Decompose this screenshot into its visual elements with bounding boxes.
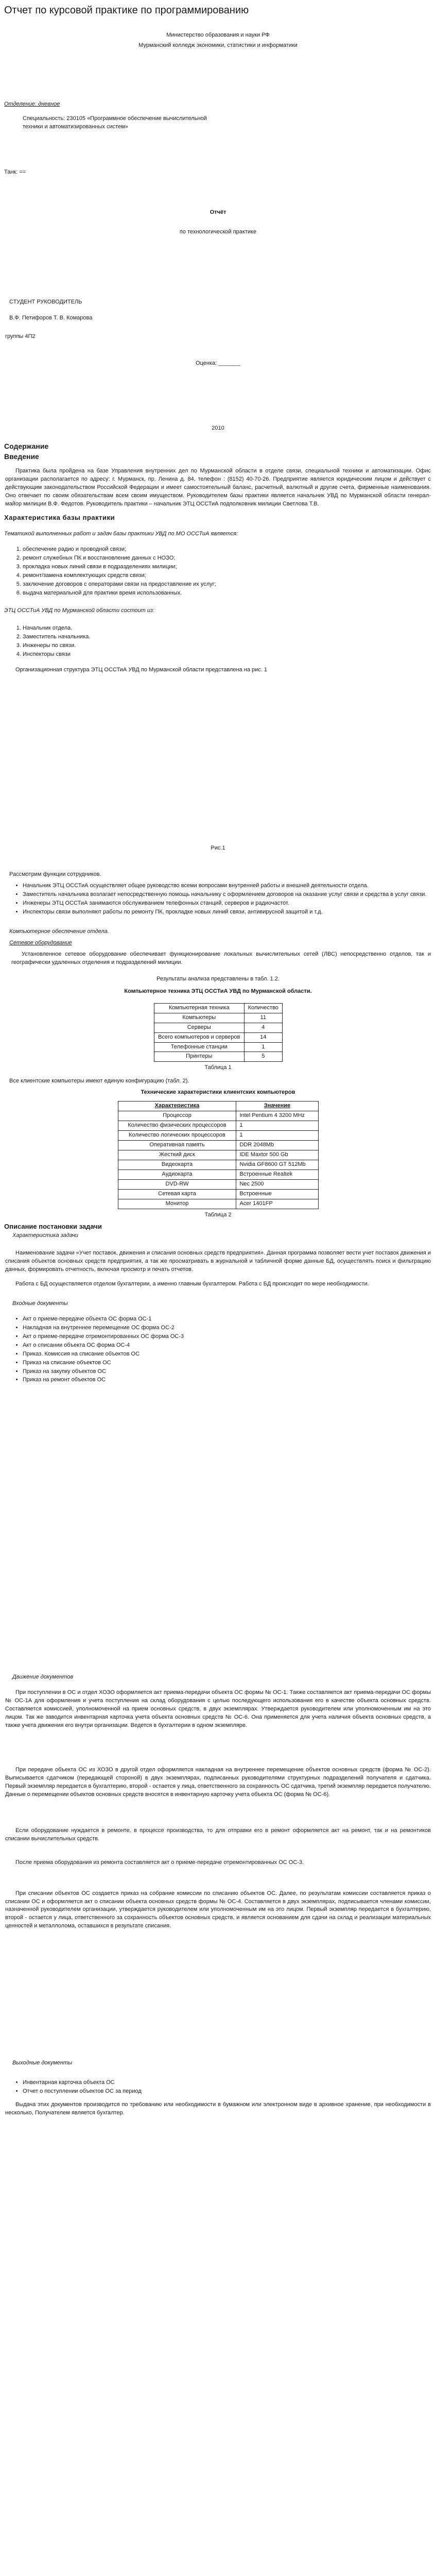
inputs-list [0, 1315, 436, 1385]
table-cell: Intel Pentium 4 3200 MHz [236, 1111, 318, 1121]
list-item: • Приказ на списание объектов ОС [23, 1359, 436, 1367]
org-structure-line: Организационная структура ЭТЦ ОССТиА УВД по Мурманской области представлена на рис. 1 [15, 666, 267, 673]
staff-list [0, 624, 436, 659]
outputs-list [0, 2079, 436, 2096]
inputs-heading: Входные документы [12, 1300, 68, 1307]
table-row [154, 1042, 282, 1052]
list-item: • Акт о приеме-передаче объекта ОС форма ОС-1 [23, 1315, 436, 1324]
student-head: СТУДЕНТ РУКОВОДИТЕЛЬ [9, 298, 82, 305]
list-item: 2. ремонт служебных ПК и восстановление данных с НОЗО; [23, 554, 436, 563]
table2-caption: Технические характеристики клиентских компьютеров [141, 1089, 295, 1096]
table-cell: Компьютеры [154, 1013, 245, 1023]
task-subheading: Характеристика задачи [12, 1232, 79, 1239]
equipment-table [154, 1003, 283, 1062]
table-cell: 1 [236, 1131, 318, 1141]
table-row [118, 1111, 318, 1121]
task-section [0, 1222, 436, 2117]
table2-label: Таблица 2 [204, 1211, 232, 1218]
table-cell: Процессор [118, 1111, 236, 1121]
table-cell: Количество [245, 1003, 282, 1013]
table1-caption: Компьютерное техника ЭТЦ ОССТиА УВД по Мурманской области. [124, 988, 312, 994]
specialty-line-1: Специальность: 230105 «Программное обеспечение вычислительной [23, 115, 207, 122]
table-cell: Принтеры [154, 1052, 245, 1062]
list-item: • Заместитель начальника возлагает непосредственную помощь начальнику с оформлением договоров на оказание услуг связи и средства в услуг связи. [23, 891, 436, 899]
docs-paragraph-2: При передаче объекта ОС из ХОЗО в другой отдел оформляется накладная на внутреннее перемещение объектов основных средств (форма № ОС-2). Выписывается сдатчиком (передающей стороной) в двух экземплярах, подписанных руководителями структурных подразделений получателя и сдатчика. Первый экземпляр передается в бухгалтерию, второй - остается у лица, ответственного за сохранность ОС сдатчика, третий экземпляр передается получателю. Данные о перемещении объектов основных средств вносятся в инвентарную карточку учета объекта ОС (форма № ОС-6). [5, 1767, 431, 1798]
group: группы 4П2 [5, 333, 36, 340]
table-cell: Количество физических процессоров [118, 1121, 236, 1131]
table-header-row [118, 1101, 318, 1111]
list-item: 2. Заместитель начальника. [23, 633, 436, 641]
practice-title: по технологической практике [179, 228, 257, 235]
table-cell: 1 [236, 1121, 318, 1131]
table-cell: Nec 2500 [236, 1179, 318, 1189]
functions-heading: Рассмотрим функции сотрудников. [9, 871, 101, 878]
list-item: • Акт о списании объекта ОС форма ОС-4 [23, 1342, 436, 1350]
docs-paragraph-4: После приема оборудования из ремонта составляется акт о приеме-передаче отремонтированных ОС ОС-3. [15, 1859, 304, 1866]
department-label: Отделение: дневное [4, 100, 60, 107]
tasks-list [0, 546, 436, 598]
tasks-intro: Тематикой выполненных работ и задач базы практики УВД по МО ОССТиА является: [4, 531, 238, 537]
table-row [154, 1003, 282, 1013]
network-paragraph: Установленное сетевое оборудование обеспечивает функционирование локальных вычислительных сетей (ЛВС) непосредственно отделов, так и географически удаленных отделения и подразделений милиции. [11, 951, 431, 965]
list-item: • Начальник ЭТЦ ОССТиА осуществляет общее руководство всеми вопросами внутренней работы и внешней деятельности отдела. [23, 882, 436, 890]
table-cell: IDE Maxtor 500 Gb [236, 1150, 318, 1160]
list-item: • Накладная на внутреннее перемещение ОС форма ОС-2 [23, 1324, 436, 1332]
table-row [118, 1140, 318, 1150]
spacer [0, 1843, 436, 1859]
table-cell: Монитор [118, 1199, 236, 1209]
table-cell: DDR 2048Mb [236, 1140, 318, 1150]
table-row [118, 1189, 318, 1199]
names: В.Ф. Петифоров Т. В. Комарова [9, 315, 93, 321]
list-item: • Приказ на закупку объектов ОС [23, 1368, 436, 1376]
table-cell: Видеокарта [118, 1160, 236, 1170]
cover [0, 31, 436, 433]
table-cell: Встроенные [236, 1189, 318, 1199]
table-cell: Acer 1401FP [236, 1199, 318, 1209]
table-cell: Аудиокарта [118, 1170, 236, 1179]
table-header-cell: Характеристика [118, 1101, 236, 1111]
spacer [0, 1730, 436, 1766]
list-item: • Акт о приеме-передаче отремонтированных ОС форма ОС-3 [23, 1333, 436, 1341]
docs-paragraph-5: При списании объектов ОС создается приказ на собрание комиссии по списанию объектов ОС. Далее, по результатам комиссии составляется приказ о списании ОС и оформляется акт о списании объекта основных средств формы № ОС-4. Составляется в двух экземплярах, подписывается членами комиссии, назначенной руководителем организации, утверждается руководителем или уполномоченным им на это лицом. Первый экземпляр передается в бухгалтерию, второй - остается у лица, ответственного за сохранность объектов основных средств, и является основанием для сдачи на склад и реализации материальных ценностей и металлолома, оставшихся в результате списания. [5, 1890, 431, 1929]
list-item: • Приказ. Комиссия на списание объектов ОС [23, 1350, 436, 1359]
spacer [0, 1799, 436, 1827]
list-item: 5. заключение договоров с операторами связи на предоставление их услуг; [23, 581, 436, 589]
docs-paragraph-3: Если оборудование нуждается в ремонте, в процессе производства, то для отправки его в ремонт оформляется акт на ремонт, так и на ремонтиков списании вычислительных средств. [5, 1827, 431, 1842]
list-item: 3. Инженеры по связи. [23, 642, 436, 650]
table-row [118, 1150, 318, 1160]
year: 2010 [212, 425, 224, 432]
spacer [0, 1930, 436, 2059]
specialty-line-2: техники и автоматизированных систем» [23, 123, 128, 130]
table-row [118, 1121, 318, 1131]
table-row [118, 1131, 318, 1141]
page-title: Отчет по курсовой практике по программированию [4, 5, 249, 16]
table-cell: Nvidia GF8600 GT 512Mb [236, 1160, 318, 1170]
grade: Оценка: _______ [195, 360, 241, 367]
equipment-heading: Компьютерное обеспечение отдела. [9, 928, 109, 935]
equipment-section [0, 928, 436, 1219]
table-row [118, 1179, 318, 1189]
list-item: 3. прокладка новых линий связи в подразделениях милиции; [23, 563, 436, 571]
list-item: 1. обеспечение радио и проводной связи; [23, 546, 436, 554]
outputs-heading: Выходные документы [12, 2060, 73, 2066]
list-item: • Отчет о поступлении объектов ОС за период [23, 2088, 436, 2096]
contents-heading: Содержание [4, 442, 49, 451]
table-cell: 14 [245, 1032, 282, 1042]
intro-heading: Введение [4, 452, 39, 461]
functions-list [0, 882, 436, 917]
table-cell: Телефонные станции [154, 1042, 245, 1052]
task-paragraph-2: Работа с БД осуществляется отделом бухгалтерии, а именно главным бухгалтером. Работа с БД происходит по мере необходимости. [15, 1281, 369, 1287]
group-label: Танк: == [4, 168, 26, 175]
table-cell: DVD-RW [118, 1179, 236, 1189]
table-row [118, 1160, 318, 1170]
intro-paragraph: Практика была пройдена на базе Управления внутренних дел по Мурманской области в отделе связи, специальной техники и автоматизации. Офис организации располагается по адресу: г. Мурманск, пр. Ленина д. 84, телефон : (8152) 40-70-26. Предприятие является юридическим лицом и действует с действующим законодательством Российской Федерации и имеет самостоятельный баланс, расчетный, валютный и другие счета, фирменные наименования. Оно отвечает по своим обязательствам всем своим имуществом. Руководителем базы практики является начальник УВД по Мурманской области генерал-майор милиции В.Ф. Федотов. Руководитель практики – начальник ЭТЦ ОССТиА подполковник милиции Светлова Т.В. [5, 467, 431, 507]
table-row [154, 1023, 282, 1032]
intro-section [0, 441, 436, 917]
table-row [118, 1199, 318, 1209]
college: Мурманский колледж экономики, статистики и информатики [138, 42, 298, 48]
table-cell: 1 [245, 1042, 282, 1052]
table1-label: Таблица 1 [204, 1064, 232, 1071]
table-cell: Количество логических процессоров [118, 1131, 236, 1141]
practice-base-heading: Характеристика базы практики [4, 514, 115, 522]
list-item: • Инженеры ЭТЦ ОССТиА занимаются обслуживанием телефонных станций, серверов и радиочастот. [23, 900, 436, 908]
spacer [0, 1867, 436, 1890]
table-cell: Компьютерная техника [154, 1003, 245, 1013]
table-row [154, 1032, 282, 1042]
table-cell: Сетевая карта [118, 1189, 236, 1199]
outputs-paragraph: Выдача этих документов производится по требованию или необходимости в бумажном или электронном виде в архивное хранение, при необходимости в несколько, Получателем является бухгалтер. [5, 2102, 431, 2116]
table-cell: Встроенные Realtek [236, 1170, 318, 1179]
task-paragraph-1: Наименование задачи «Учет поставок, движения и списания основных средств предприятия». Данная программа позволяет вести учет поставок движения и списания объектов основных средств предприятия, а так же просматривать в журнальной и табличной форме данные БД, осуществлять поиск и фильтрацию данных, формировать отчетность, включая просмотр и печать отчетов. [5, 1250, 431, 1273]
table-cell: 5 [245, 1052, 282, 1062]
docs-heading: Движение документов [12, 1674, 74, 1681]
ministry: Министерство образования и науки РФ [166, 32, 270, 38]
table-row [154, 1052, 282, 1062]
client-specs-table [118, 1101, 319, 1209]
table-cell: Серверы [154, 1023, 245, 1032]
report-word: Отчёт [210, 209, 226, 215]
list-item: 4. Инспекторы связи [23, 651, 436, 659]
table-cell: Всего компьютеров и серверов [154, 1032, 245, 1042]
table-cell: 4 [245, 1023, 282, 1032]
list-item: 6. выдача материальной для практики время использованных. [23, 589, 436, 598]
clients-line: Все клиентские компьютеры имеют единую конфигурацию (табл. 2). [9, 1078, 189, 1084]
figure-caption: Рис.1 [211, 844, 225, 851]
table-row [118, 1170, 318, 1179]
results-line: Результаты анализа представлены в табл. 1.2. [156, 975, 280, 982]
list-item: • Инвентарная карточка объекта ОС [23, 2079, 436, 2087]
table-cell: Жесткий диск [118, 1150, 236, 1160]
task-heading: Описание постановки задачи [4, 1223, 102, 1231]
blank-space [0, 1385, 436, 1673]
figure-placeholder [0, 674, 436, 844]
table-header-cell: Значение [236, 1101, 318, 1111]
staff-intro: ЭТЦ ОССТиА УВД по Мурманской области состоит из: [4, 607, 155, 614]
docs-paragraph-1: При поступлении в ОС и отдел ХОЗО оформляется акт приема-передачи объекта ОС формы № ОС-1. Также составляется акт приема-передачи ОС формы № ОС-1А для оформления и учета поступления на склад оборудования с целью последующего использования его в качестве объекта основных средств. Составляется комиссией, уполномоченной на прием основных средств, в двух экземплярах. Утверждается руководителем или уполномоченным им на это лицом. Так же заводится инвентарная карточка учета объекта основных средств № ОС-6. Она применяется для учета наличия объекта основных средств, а также учета движения его внутри организации. Ведется в бухгалтерии в одном экземпляре. [5, 1689, 431, 1729]
list-item: • Приказ на ремонт объектов ОС [23, 1376, 436, 1384]
table-cell: 11 [245, 1013, 282, 1023]
network-heading: Сетевое оборудование [9, 940, 72, 946]
table-row [154, 1013, 282, 1023]
list-item: 4. ремонт/замена комплектующих средств связи; [23, 572, 436, 580]
list-item: • Инспекторы связи выполняют работы по ремонту ПК, прокладке новых линий связи, антивирусной защитой и т.д. [23, 908, 436, 917]
table-cell: Оперативная память [118, 1140, 236, 1150]
list-item: 1. Начальник отдела. [23, 624, 436, 633]
